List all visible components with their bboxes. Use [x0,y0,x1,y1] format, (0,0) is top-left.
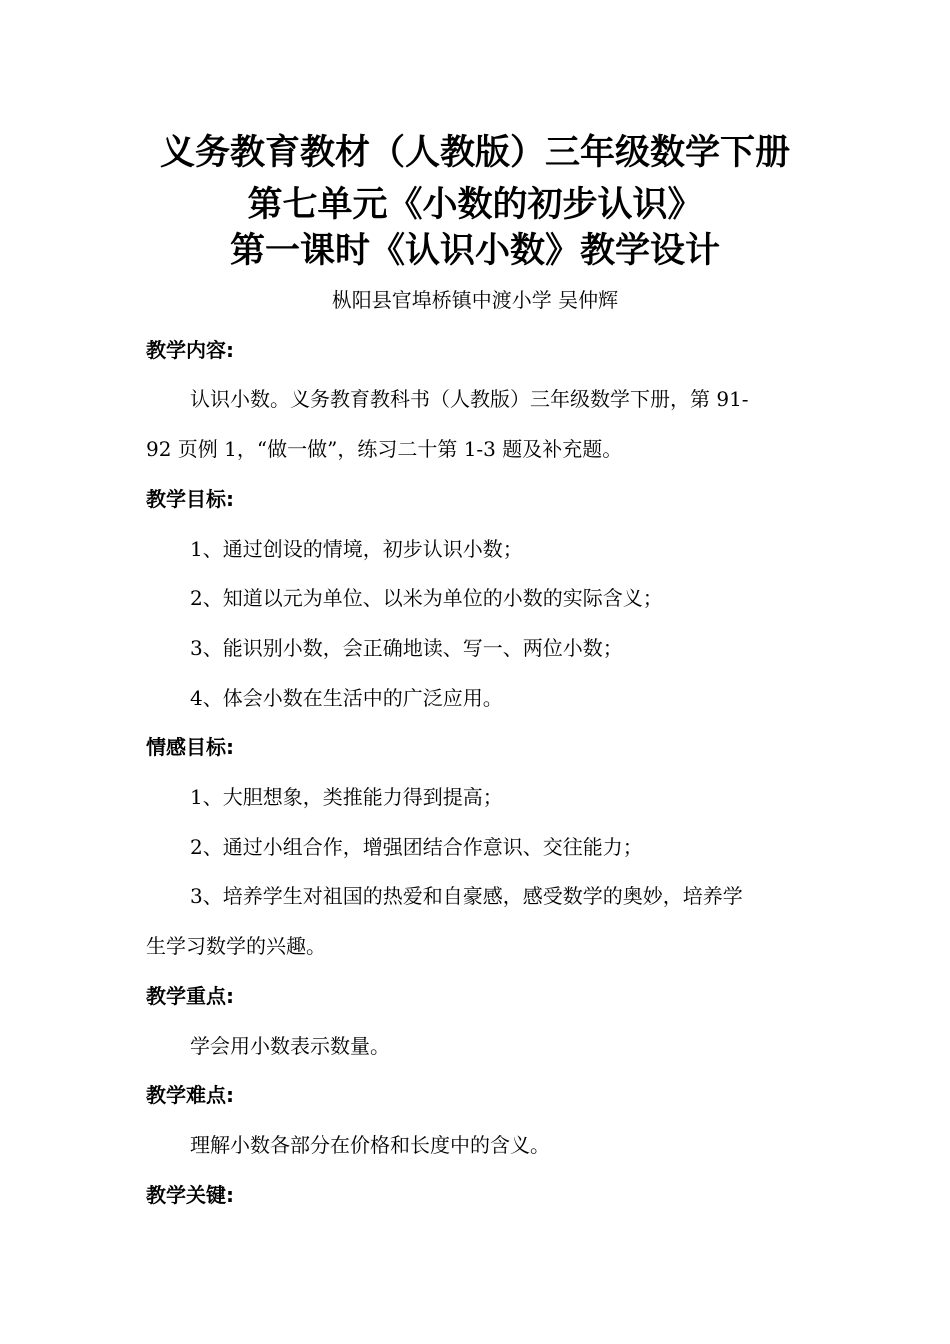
goal-item-3: 3、能识别小数，会正确地读、写一、两位小数； [190,636,623,660]
emotion-item-3-cont: 生学习数学的兴趣。 [146,934,326,958]
emotion-item-3: 3、培养学生对祖国的热爱和自豪感，感受数学的奥妙，培养学 [190,884,743,908]
emotion-item-2: 2、通过小组合作，增强团结合作意识、交往能力； [190,835,643,859]
goal-item-1: 1、通过创设的情境，初步认识小数； [190,537,523,561]
author-line: 枞阳县官埠桥镇中渡小学 吴仲辉 [331,288,619,312]
title-line-1: 义务教育教材（人教版）三年级数学下册 [159,133,790,173]
key-point-text: 学会用小数表示数量。 [190,1034,390,1058]
title-line-3: 第一课时《认识小数》教学设计 [229,231,720,271]
heading-difficulty: 教学难点: [146,1083,234,1107]
emotion-item-1: 1、大胆想象，类推能力得到提高； [190,785,503,809]
heading-emotion-goals: 情感目标: [146,735,234,759]
content-line-2: 92 页例 1，“做一做”，练习二十第 1-3 题及补充题。 [146,437,623,461]
goal-item-4: 4、体会小数在生活中的广泛应用。 [190,686,503,710]
heading-teaching-content: 教学内容: [146,338,234,362]
content-line-1: 认识小数。义务教育教科书（人教版）三年级数学下册，第 91- [190,387,749,411]
difficulty-text: 理解小数各部分在价格和长度中的含义。 [190,1133,550,1157]
title-line-2: 第七单元《小数的初步认识》 [247,185,703,225]
heading-key-point: 教学重点: [146,984,234,1008]
goal-item-2: 2、知道以元为单位、以米为单位的小数的实际含义； [190,586,663,610]
heading-teaching-key: 教学关键: [146,1183,234,1207]
heading-teaching-goals: 教学目标: [146,487,234,511]
